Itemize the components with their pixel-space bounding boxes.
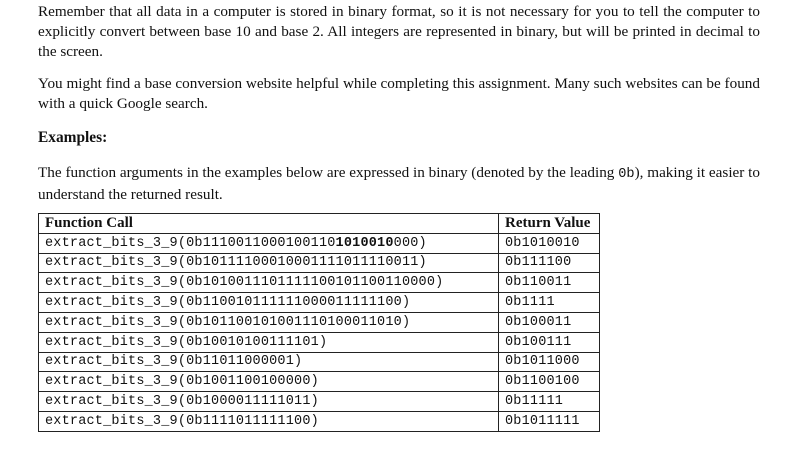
examples-heading: Examples:: [38, 129, 108, 146]
call-prefix: extract_bits_3_9(0b1110011000100110: [45, 235, 336, 251]
examples-description: [38, 163, 760, 205]
call-highlighted-bits: 1010010: [335, 235, 394, 251]
table-row: [39, 392, 600, 412]
function-call-cell: extract_bits_3_9(0b10111100010001111011110011): [39, 253, 499, 273]
table-row: [39, 372, 600, 392]
function-call-cell: extract_bits_3_9(0b1000011111011): [39, 392, 499, 412]
return-value-cell: 0b111100: [499, 253, 600, 273]
return-value-cell: 0b100011: [499, 312, 600, 332]
function-call-cell: extract_bits_3_9(0b1010011101111100101100110000): [39, 273, 499, 293]
table-row: [39, 352, 600, 372]
function-call-cell: [39, 233, 499, 253]
table-row: [39, 332, 600, 352]
table-row: [39, 312, 600, 332]
table-row: [39, 233, 600, 253]
function-call-cell: extract_bits_3_9(0b1111011111100): [39, 411, 499, 431]
call-suffix: 000): [393, 235, 427, 251]
table-row: [39, 273, 600, 293]
return-value-cell: 0b1011000: [499, 352, 600, 372]
examples-description-code: 0b: [618, 167, 635, 182]
examples-table: [38, 213, 600, 432]
return-value-cell: 0b100111: [499, 332, 600, 352]
intro-paragraph-1: Remember that all data in a computer is stored in binary format, so it is not necessary for you to tell the computer to explicitly convert between base 10 and base 2. All integers are represented in binary, but will be printed in decimal to the screen.: [38, 3, 760, 60]
function-call-cell: extract_bits_3_9(0b1001100100000): [39, 372, 499, 392]
return-value-cell: 0b1111: [499, 293, 600, 313]
function-call-cell: extract_bits_3_9(0b101100101001110100011010): [39, 312, 499, 332]
examples-description-before: The function arguments in the examples below are expressed in binary (denoted by the leading: [38, 164, 619, 181]
intro-paragraph-2: You might find a base conversion website helpful while completing this assignment. Many such websites can be found with a quick Google search.: [38, 75, 760, 112]
table-row: [39, 293, 600, 313]
table-header-row: [39, 214, 600, 234]
examples-description-after: ), making it easier to understand the returned result.: [38, 164, 760, 203]
return-value-cell: 0b11111: [499, 392, 600, 412]
function-call-cell: extract_bits_3_9(0b10010100111101): [39, 332, 499, 352]
return-value-cell: 0b1010010: [499, 233, 600, 253]
return-value-cell: 0b1100100: [499, 372, 600, 392]
table-row: [39, 411, 600, 431]
function-call-cell: extract_bits_3_9(0b11011000001): [39, 352, 499, 372]
return-value-cell: 0b110011: [499, 273, 600, 293]
header-function-call: Function Call: [39, 214, 499, 234]
table-row: [39, 253, 600, 273]
header-return-value: Return Value: [499, 214, 600, 234]
function-call-cell: extract_bits_3_9(0b110010111111000011111100): [39, 293, 499, 313]
return-value-cell: 0b1011111: [499, 411, 600, 431]
